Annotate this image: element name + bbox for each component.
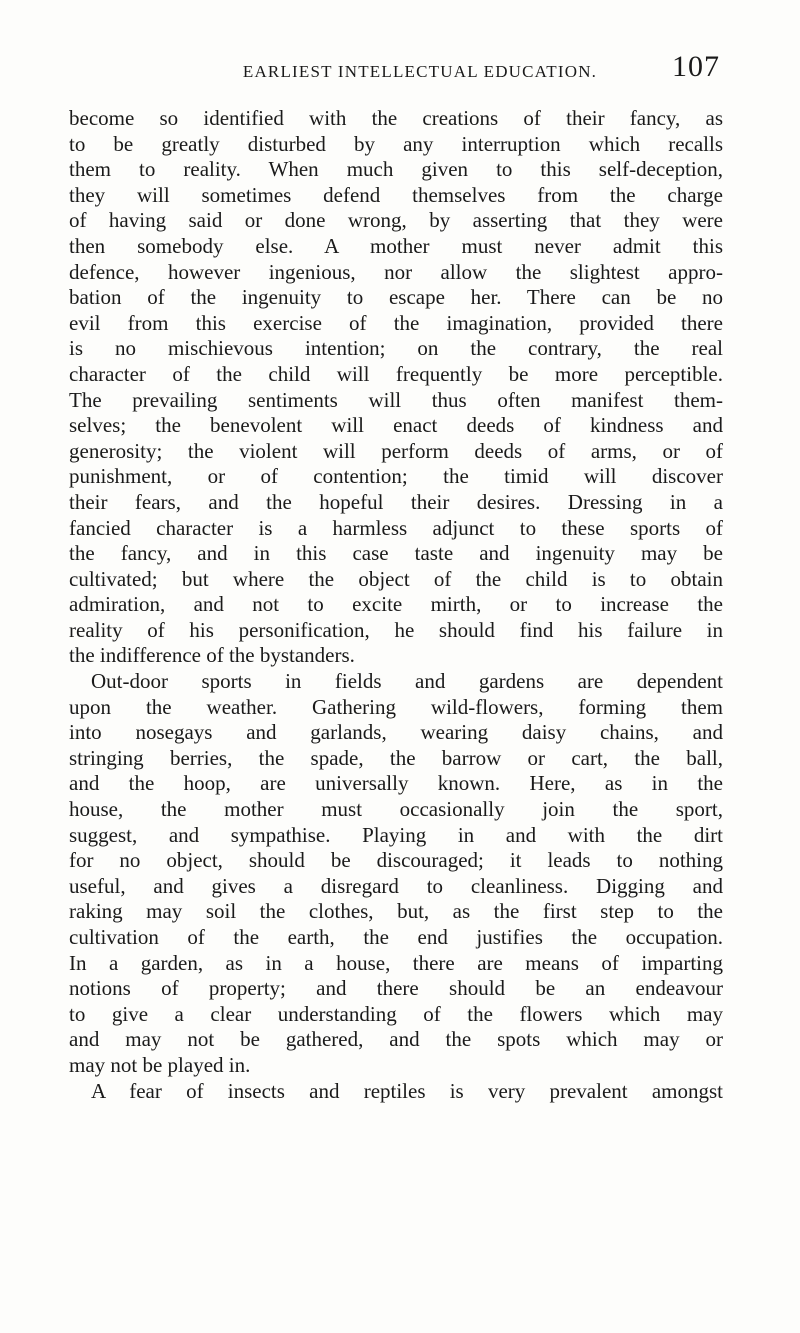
text-line: for no object, should be discouraged; it leads to nothing xyxy=(69,848,723,873)
page-number: 107 xyxy=(672,50,720,83)
text-line: In a garden, as in a house, there are means of imparting xyxy=(69,950,723,975)
text-line: the indifference of the bystanders. xyxy=(69,643,355,668)
text-line: useful, and gives a disregard to cleanliness. Digging and xyxy=(69,873,723,898)
text-line: upon the weather. Gathering wild-flowers, forming them xyxy=(69,694,723,719)
text-line: and the hoop, are universally known. Here, as in the xyxy=(69,771,723,796)
text-line: character of the child will frequently be more perceptible. xyxy=(69,361,723,386)
text-line: defence, however ingenious, nor allow the slightest appro- xyxy=(69,259,723,284)
text-line: generosity; the violent will perform deeds of arms, or of xyxy=(69,438,723,463)
text-line: reality of his personification, he should find his failure in xyxy=(69,617,723,642)
text-line: bation of the ingenuity to escape her. There can be no xyxy=(69,285,723,310)
text-line: raking may soil the clothes, but, as the first step to the xyxy=(69,899,723,924)
text-line: punishment, or of contention; the timid will discover xyxy=(69,464,723,489)
text-line: then somebody else. A mother must never admit this xyxy=(69,233,723,258)
text-line: A fear of insects and reptiles is very prevalent amongst xyxy=(91,1078,723,1103)
text-line: cultivation of the earth, the end justifies the occupation. xyxy=(69,925,723,949)
text-line: and may not be gathered, and the spots which may or xyxy=(69,1027,723,1052)
running-head: EARLIEST INTELLECTUAL EDUCATION. xyxy=(242,62,598,81)
text-line: become so identified with the creations of their fancy, as xyxy=(69,106,723,130)
text-line: fancied character is a harmless adjunct to these sports of xyxy=(69,515,723,540)
text-line: house, the mother must occasionally join the sport, xyxy=(69,797,723,822)
text-line: Out-door sports in fields and gardens are dependent xyxy=(91,669,723,694)
text-line: admiration, and not to excite mirth, or to increase the xyxy=(69,592,723,617)
text-line: may not be played in. xyxy=(69,1052,251,1077)
text-line: them to reality. When much given to this self-deception, xyxy=(69,157,723,182)
text-line: they will sometimes defend themselves from the charge xyxy=(69,182,723,207)
text-line: to be greatly disturbed by any interruption which recalls xyxy=(69,131,723,156)
text-line: into nosegays and garlands, wearing daisy chains, and xyxy=(69,720,723,745)
body-text xyxy=(69,106,723,1104)
text-line: of having said or done wrong, by asserting that they were xyxy=(69,208,723,233)
text-line: cultivated; but where the object of the child is to obtain xyxy=(69,566,723,591)
text-line: their fears, and the hopeful their desires. Dressing in a xyxy=(69,489,723,514)
text-line: the fancy, and in this case taste and ingenuity may be xyxy=(69,541,723,566)
text-line: stringing berries, the spade, the barrow or cart, the ball, xyxy=(69,745,723,770)
text-line: selves; the benevolent will enact deeds of kindness and xyxy=(69,413,723,438)
text-line: suggest, and sympathise. Playing in and with the dirt xyxy=(69,822,723,847)
text-line: is no mischievous intention; on the contrary, the real xyxy=(69,336,723,361)
text-line: evil from this exercise of the imagination, provided there xyxy=(69,310,723,335)
text-line: notions of property; and there should be an endeavour xyxy=(69,976,723,1001)
text-line: to give a clear understanding of the flowers which may xyxy=(69,1001,723,1026)
text-line: The prevailing sentiments will thus often manifest them- xyxy=(69,387,723,412)
